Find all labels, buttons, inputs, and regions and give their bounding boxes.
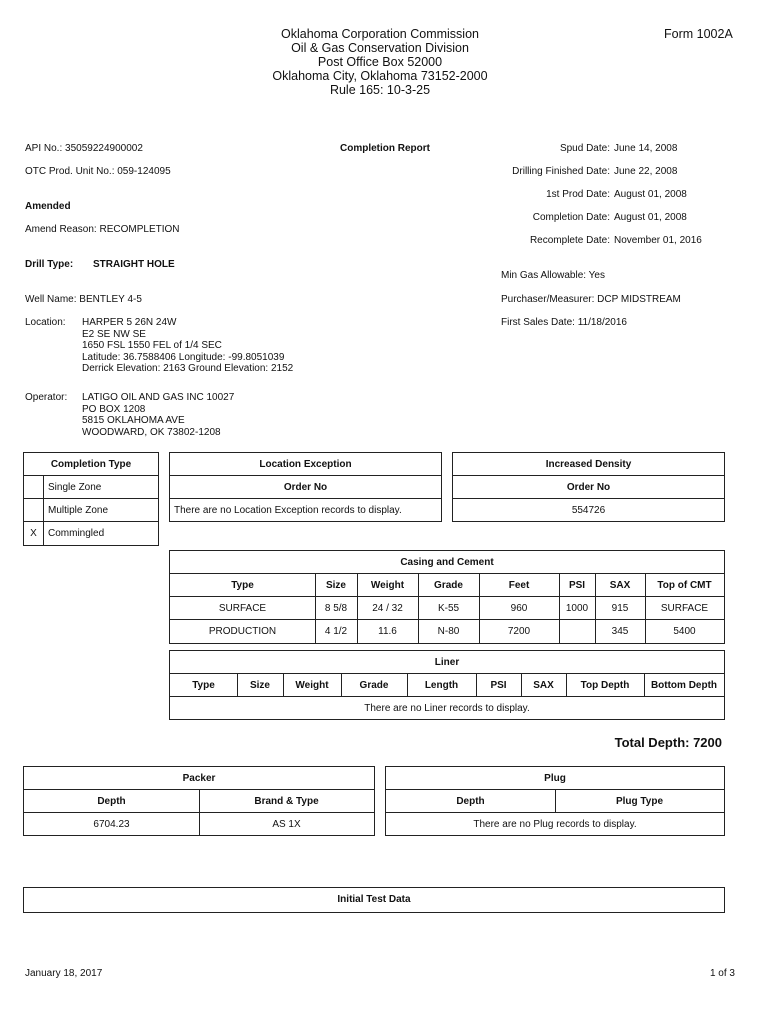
drilling-finished-value: June 22, 2008 <box>614 166 678 177</box>
casing-col-type: Type <box>231 579 254 591</box>
first-sales-date: First Sales Date: 11/18/2016 <box>501 317 627 328</box>
api-number: API No.: 35059224900002 <box>25 143 143 154</box>
location-line: E2 SE NW SE <box>82 328 146 340</box>
casing-cell: 5400 <box>673 625 696 637</box>
casing-cell: 960 <box>510 602 528 614</box>
location-line: Derrick Elevation: 2163 Ground Elevation: 2152 <box>82 363 294 375</box>
location-exception-title: Location Exception <box>259 458 352 470</box>
drilling-finished-label: Drilling Finished Date: <box>512 166 610 177</box>
operator-line: 5815 OKLAHOMA AVE <box>82 415 185 427</box>
spud-date-value: June 14, 2008 <box>614 143 678 154</box>
location-exception-col-order: Order No <box>283 481 328 493</box>
casing-cell: SURFACE <box>218 602 267 614</box>
liner-col-length: Length <box>424 679 459 691</box>
drill-type-value: STRAIGHT HOLE <box>93 259 175 270</box>
operator-label: Operator: <box>25 392 68 403</box>
casing-cell: N-80 <box>437 625 460 637</box>
operator-line: PO BOX 1208 <box>82 403 146 415</box>
casing-col-psi: PSI <box>568 579 586 591</box>
commingled-label: Commingled <box>48 527 105 539</box>
casing-cell: 24 / 32 <box>372 602 403 614</box>
packer-title: Packer <box>182 772 216 784</box>
completion-type-table <box>23 452 159 546</box>
casing-cell: 915 <box>611 602 629 614</box>
packer-brand-value: AS 1X <box>272 818 301 830</box>
amended-label: Amended <box>25 201 71 212</box>
total-depth: Total Depth: 7200 <box>614 735 722 750</box>
location-exception-empty: There are no Location Exception records to display. <box>174 504 402 516</box>
purchaser-measurer: Purchaser/Measurer: DCP MIDSTREAM <box>501 294 681 305</box>
increased-density-title: Increased Density <box>545 458 632 470</box>
liner-col-type: Type <box>192 679 215 691</box>
liner-col-sax: SAX <box>533 679 554 691</box>
casing-col-sax: SAX <box>609 579 631 591</box>
recomplete-date-value: November 01, 2016 <box>614 235 702 246</box>
amend-reason: Amend Reason: RECOMPLETION <box>25 224 180 235</box>
liner-col-psi: PSI <box>490 679 507 691</box>
location-block <box>82 317 293 375</box>
drill-type-label: Drill Type: <box>25 259 74 270</box>
liner-col-bottom-depth: Bottom Depth <box>650 679 718 691</box>
header-line: Rule 165: 10-3-25 <box>329 83 431 97</box>
liner-col-grade: Grade <box>359 679 389 691</box>
liner-table <box>169 650 725 720</box>
header-line: Oil & Gas Conservation Division <box>291 41 469 55</box>
packer-table <box>23 766 375 836</box>
casing-col-grade: Grade <box>434 579 463 591</box>
liner-col-weight: Weight <box>295 679 329 691</box>
completion-date-label: Completion Date: <box>532 212 610 223</box>
casing-col-size: Size <box>325 579 346 591</box>
otc-unit-number: OTC Prod. Unit No.: 059-124095 <box>25 166 171 177</box>
single-zone-mark <box>24 476 43 498</box>
location-label: Location: <box>25 317 66 328</box>
increased-density-col-order: Order No <box>566 481 611 493</box>
form-number: Form 1002A <box>664 27 733 41</box>
casing-col-feet: Feet <box>508 579 530 591</box>
casing-cement-table <box>169 550 725 644</box>
casing-cement-title: Casing and Cement <box>400 556 494 568</box>
liner-col-top-depth: Top Depth <box>580 679 630 691</box>
plug-empty: There are no Plug records to display. <box>473 818 637 830</box>
first-prod-label: 1st Prod Date: <box>546 189 610 200</box>
increased-density-order-value: 554726 <box>571 504 606 516</box>
initial-test-data-title: Initial Test Data <box>337 893 411 905</box>
spud-date-label: Spud Date: <box>559 143 610 154</box>
casing-col-weight: Weight <box>370 579 405 591</box>
casing-cell <box>559 620 595 642</box>
page-number: 1 of 3 <box>709 968 735 979</box>
well-name: Well Name: BENTLEY 4-5 <box>25 294 142 305</box>
header-line: Oklahoma Corporation Commission <box>281 27 479 41</box>
operator-block <box>82 392 234 438</box>
plug-title: Plug <box>544 772 566 784</box>
report-title: Completion Report <box>340 143 430 154</box>
commingled-mark: X <box>30 527 37 539</box>
casing-cell: 1000 <box>565 602 589 614</box>
min-gas-allowable: Min Gas Allowable: Yes <box>501 270 605 281</box>
footer-date: January 18, 2017 <box>25 968 103 979</box>
first-prod-value: August 01, 2008 <box>614 189 687 200</box>
packer-depth-value: 6704.23 <box>93 818 130 830</box>
casing-cell: K-55 <box>437 602 460 614</box>
header-line: Post Office Box 52000 <box>317 55 443 69</box>
packer-col-brand-type: Brand & Type <box>254 795 319 807</box>
completion-type-title: Completion Type <box>50 458 132 470</box>
liner-empty: There are no Liner records to display. <box>364 702 530 714</box>
liner-col-size: Size <box>249 679 270 691</box>
location-line: 1650 FSL 1550 FEL of 1/4 SEC <box>82 340 222 352</box>
casing-cell: 345 <box>611 625 629 637</box>
casing-cell: SURFACE <box>660 602 709 614</box>
operator-line: WOODWARD, OK 73802-1208 <box>82 426 221 438</box>
location-line: Latitude: 36.7588406 Longitude: -99.8051039 <box>82 351 285 363</box>
casing-cell: 7200 <box>507 625 531 637</box>
casing-cell: 4 1/2 <box>324 625 348 637</box>
multiple-zone-label: Multiple Zone <box>48 504 109 516</box>
increased-density-table <box>452 452 725 522</box>
packer-col-depth: Depth <box>97 795 126 807</box>
completion-date-value: August 01, 2008 <box>614 212 687 223</box>
operator-line: LATIGO OIL AND GAS INC 10027 <box>82 392 235 403</box>
liner-title: Liner <box>434 656 460 668</box>
header-line: Oklahoma City, Oklahoma 73152-2000 <box>272 69 488 83</box>
casing-cell: PRODUCTION <box>208 625 277 637</box>
location-exception-table <box>169 452 442 522</box>
single-zone-label: Single Zone <box>48 481 102 493</box>
casing-cell: 11.6 <box>378 625 397 637</box>
multiple-zone-mark <box>24 499 43 521</box>
casing-col-top-cmt: Top of CMT <box>657 579 712 591</box>
plug-col-type: Plug Type <box>615 795 664 807</box>
plug-col-depth: Depth <box>456 795 485 807</box>
agency-header <box>230 27 530 97</box>
casing-cell: 8 5/8 <box>324 602 348 614</box>
plug-table <box>385 766 725 836</box>
recomplete-date-label: Recomplete Date: <box>529 235 610 246</box>
initial-test-data-box <box>23 887 725 913</box>
location-line: HARPER 5 26N 24W <box>82 317 177 328</box>
